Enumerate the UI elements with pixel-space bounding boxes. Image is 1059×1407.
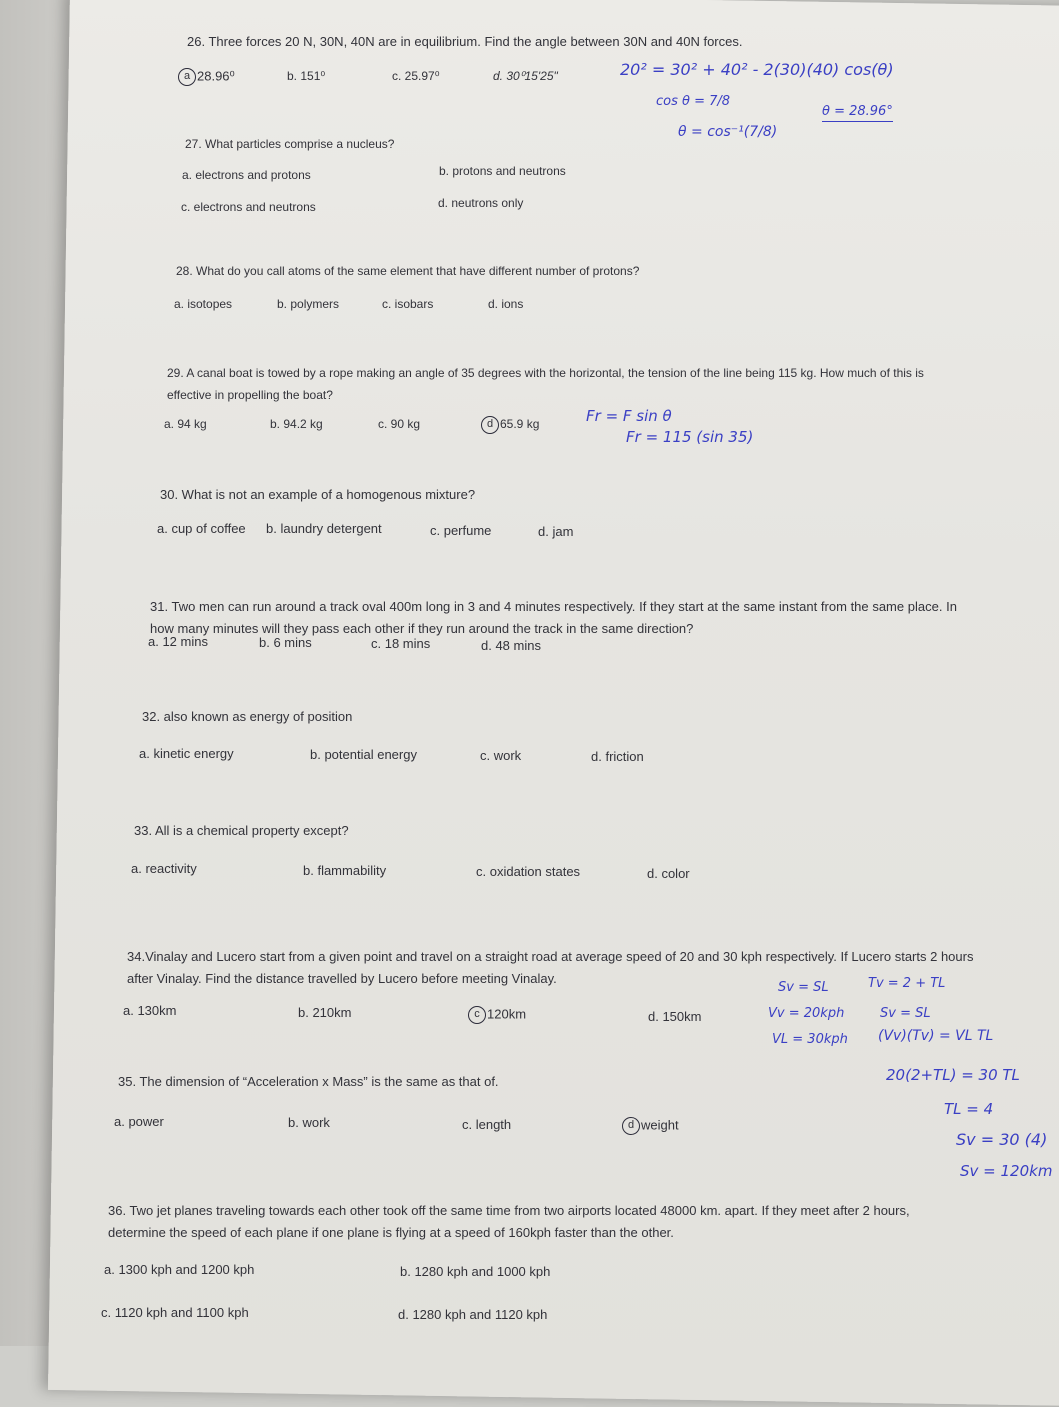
q34-work-line4: Sv = SL xyxy=(880,1006,931,1021)
q36-option-d[interactable]: d. 1280 kph and 1120 kph xyxy=(398,1307,548,1322)
q34-work-line9: Sv = 30 (4) xyxy=(956,1130,1048,1149)
q34-option-d[interactable]: d. 150km xyxy=(648,1009,702,1024)
q30-option-a[interactable]: a. cup of coffee xyxy=(157,521,246,536)
q34-work-line2: Tv = 2 + TL xyxy=(868,976,946,991)
q27-question: 27. What particles comprise a nucleus? xyxy=(185,137,395,151)
q30-option-d[interactable]: d. jam xyxy=(538,524,574,539)
q26-option-d[interactable]: d. 30⁰15'25" xyxy=(493,69,558,83)
q29-question: 29. A canal boat is towed by a rope making an angle of 35 degrees with the horizontal, the tension of the line being 115 kg. How much of this is effective in propelling the boat? xyxy=(167,366,924,402)
q31-option-c[interactable]: c. 18 mins xyxy=(371,636,431,651)
q28-option-b[interactable]: b. polymers xyxy=(277,297,340,311)
q34-work-line10: Sv = 120km xyxy=(960,1162,1053,1180)
q34-work-line8: TL = 4 xyxy=(944,1100,994,1118)
q27-option-a[interactable]: a. electrons and protons xyxy=(182,168,311,182)
q26-option-b[interactable]: b. 151⁰ xyxy=(287,69,326,83)
q34-work-line3: Vv = 20kph xyxy=(768,1006,845,1021)
q29-work-substitution: Fr = 115 (sin 35) xyxy=(626,428,754,446)
q29-option-d[interactable]: d 65.9 kg xyxy=(481,416,539,434)
q30-question: 30. What is not an example of a homogenous mixture? xyxy=(160,487,476,502)
q26-option-a[interactable]: a 28.96⁰ xyxy=(178,68,235,86)
q28-option-a[interactable]: a. isotopes xyxy=(174,297,233,311)
q31-option-d[interactable]: d. 48 mins xyxy=(481,638,541,653)
q30-option-b[interactable]: b. laundry detergent xyxy=(266,521,382,536)
q28-question: 28. What do you call atoms of the same element that have different number of protons? xyxy=(176,264,640,278)
q29-work-formula: Fr = F sin θ xyxy=(586,407,672,425)
q35-option-c[interactable]: c. length xyxy=(462,1117,512,1132)
q26-work-cos: cos θ = 7/8 xyxy=(656,94,731,109)
q32-option-c[interactable]: c. work xyxy=(480,748,522,763)
q33-question: 33. All is a chemical property except? xyxy=(134,823,349,838)
q35-question: 35. The dimension of “Acceleration x Mass” is the same as that of. xyxy=(118,1074,499,1089)
q26-work-equation: 20² = 30² + 40² - 2(30)(40) cos(θ) xyxy=(620,60,894,79)
q34-question: 34.Vinalay and Lucero start from a given point and travel on a straight road at average speed of 20 and 30 kph respectively. If Lucero starts 2 hours after Vinalay. Find the distance travelled by Lucero before meeting Vinalay. xyxy=(127,949,974,986)
answer-circle-icon: d xyxy=(622,1117,640,1135)
q35-option-b[interactable]: b. work xyxy=(288,1115,330,1130)
q32-question: 32. also known as energy of position xyxy=(142,709,353,724)
q33-option-d[interactable]: d. color xyxy=(647,866,690,881)
q31-option-b[interactable]: b. 6 mins xyxy=(259,635,312,650)
q26-work-answer: θ = 28.96° xyxy=(822,104,893,122)
answer-circle-icon: d xyxy=(481,416,499,434)
q27-option-b[interactable]: b. protons and neutrons xyxy=(439,164,566,178)
q34-work-line7: 20(2+TL) = 30 TL xyxy=(886,1066,1020,1084)
q34-option-c[interactable]: c 120km xyxy=(468,1006,526,1024)
q34-option-a[interactable]: a. 130km xyxy=(123,1003,177,1018)
q30-option-c[interactable]: c. perfume xyxy=(430,523,492,538)
q27-option-c[interactable]: c. electrons and neutrons xyxy=(181,200,316,214)
answer-circle-icon: a xyxy=(178,68,196,86)
q34-option-b[interactable]: b. 210km xyxy=(298,1005,352,1020)
q33-option-c[interactable]: c. oxidation states xyxy=(476,864,581,879)
q28-option-c[interactable]: c. isobars xyxy=(382,297,434,311)
q35-option-a[interactable]: a. power xyxy=(114,1114,164,1129)
q31-option-a[interactable]: a. 12 mins xyxy=(148,634,208,649)
q32-option-d[interactable]: d. friction xyxy=(591,749,644,764)
q33-option-b[interactable]: b. flammability xyxy=(303,863,387,878)
q32-option-b[interactable]: b. potential energy xyxy=(310,747,417,762)
q36-option-a[interactable]: a. 1300 kph and 1200 kph xyxy=(104,1262,255,1277)
q28-option-d[interactable]: d. ions xyxy=(488,297,524,311)
q27-option-d[interactable]: d. neutrons only xyxy=(438,196,524,210)
answer-circle-icon: c xyxy=(468,1006,486,1024)
q34-work-line1: Sv = SL xyxy=(778,980,829,995)
q34-work-line5: VL = 30kph xyxy=(772,1032,848,1047)
q31-question: 31. Two men can run around a track oval 400m long in 3 and 4 minutes respectively. If they start at the same instant from the same place. In how many minutes will they pass each other if they run around the track in the same direction? xyxy=(150,599,957,636)
q36-question: 36. Two jet planes traveling towards each other took off the same time from two airports located 48000 km. apart. If they meet after 2 hours, determine the speed of each plane if one plane is flying at a speed of 160kph faster than the other. xyxy=(108,1203,910,1240)
q29-option-c[interactable]: c. 90 kg xyxy=(378,417,421,431)
q29-option-a[interactable]: a. 94 kg xyxy=(164,417,207,431)
q32-option-a[interactable]: a. kinetic energy xyxy=(139,746,234,761)
q33-option-a[interactable]: a. reactivity xyxy=(131,861,197,876)
q36-option-c[interactable]: c. 1120 kph and 1100 kph xyxy=(101,1305,249,1320)
q35-option-d[interactable]: d weight xyxy=(622,1117,679,1135)
q34-work-line6: (Vv)(Tv) = VL TL xyxy=(878,1028,994,1044)
q29-option-b[interactable]: b. 94.2 kg xyxy=(270,417,323,431)
q26-work-inverse: θ = cos⁻¹(7/8) xyxy=(678,124,778,140)
q26-question: 26. Three forces 20 N, 30N, 40N are in equilibrium. Find the angle between 30N and 40N forces. xyxy=(187,34,743,49)
q36-option-b[interactable]: b. 1280 kph and 1000 kph xyxy=(400,1264,551,1279)
q26-option-c[interactable]: c. 25.97⁰ xyxy=(392,69,440,83)
